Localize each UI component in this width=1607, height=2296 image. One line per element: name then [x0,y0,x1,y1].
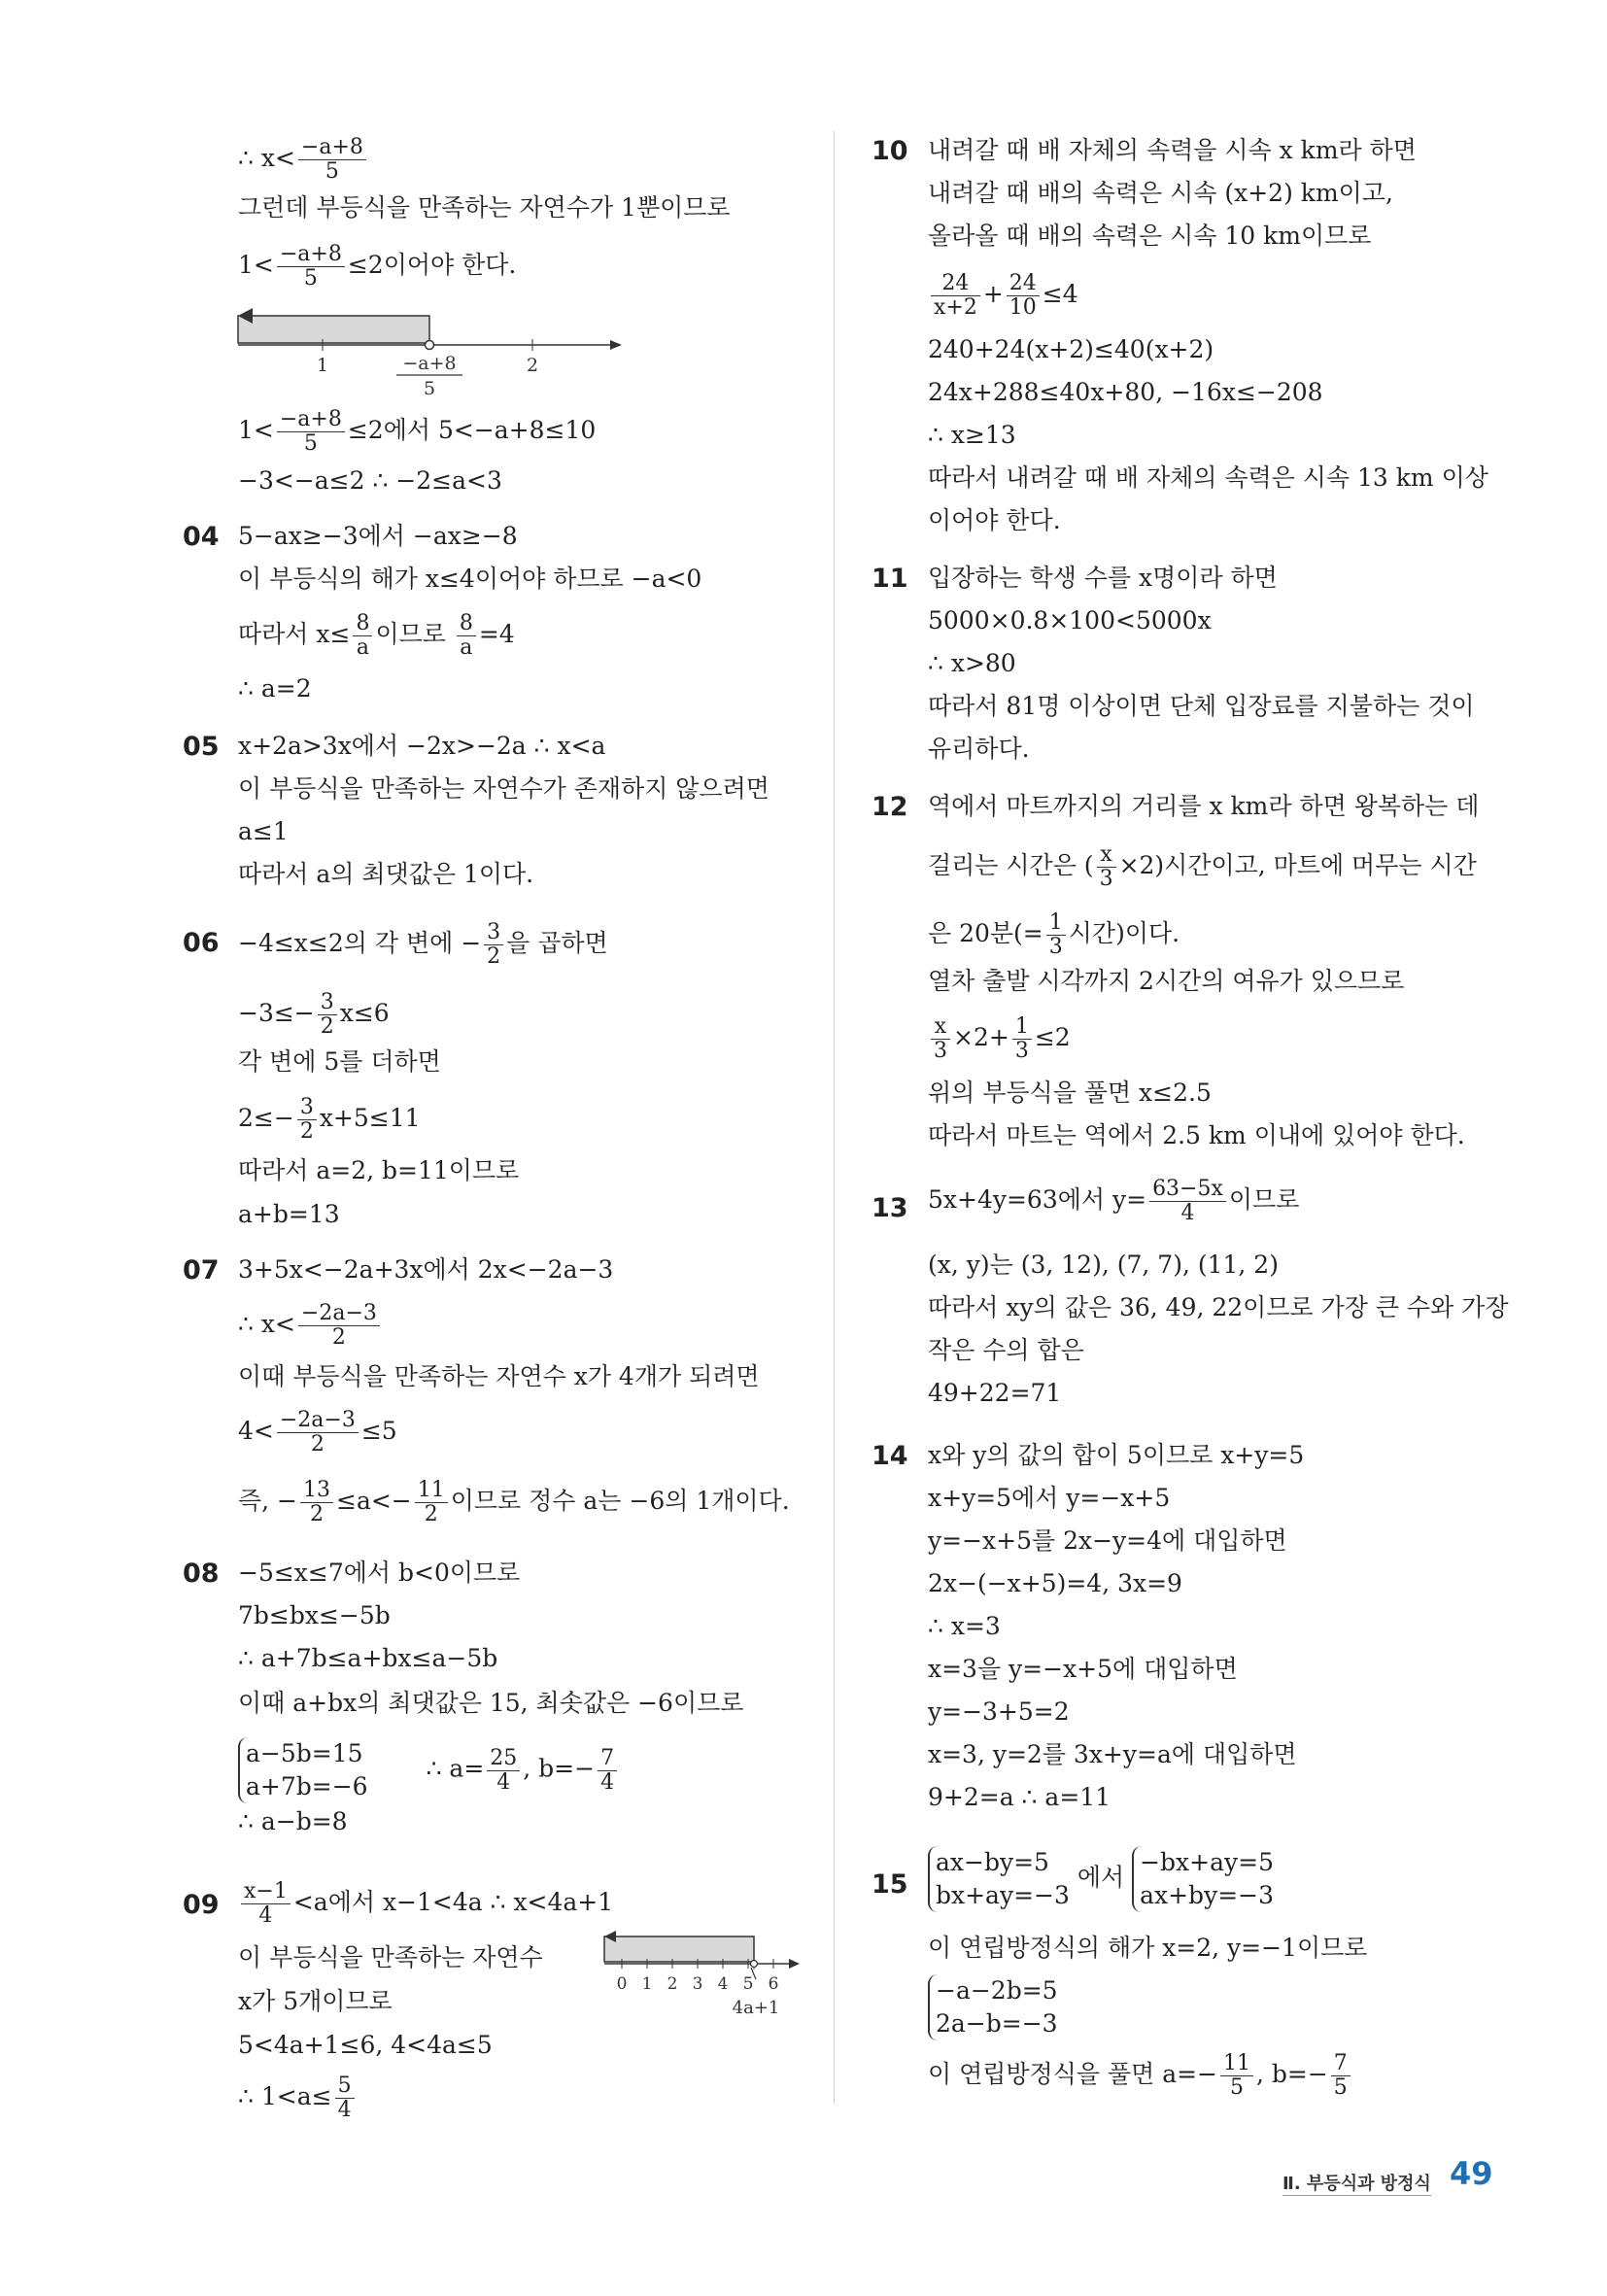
p15-line-4: 이 연립방정식을 풀면 a=− $\frac{11}{5}$ , b=− $\frac{7}{5}$ [928,2052,1353,2100]
p14-line-1: x와 y의 값의 합이 5이므로 x+y=5 [928,1441,1305,1469]
problem-number-09: 09 [183,1890,220,1920]
p09-line-3: x가 5개이므로 [238,1987,393,2015]
p12-line-5: $\frac{x}{3}$ ×2+ $\frac{1}{3}$ ≤2 [928,1015,1071,1063]
problem-number-15: 15 [872,1869,908,1900]
p11-line-1: 입장하는 학생 수를 x명이라 하면 [928,564,1278,592]
problem-number-05: 05 [183,732,220,762]
problem-number-14: 14 [872,1441,908,1471]
p12-line-1: 역에서 마트까지의 거리를 x km라 하면 왕복하는 데 [928,792,1480,820]
p05-line-1: x+2a>3x에서 −2x>−2a ∴ x<a [238,732,606,760]
right-arrow-icon [610,340,622,350]
p08-line-2: 7b≤bx≤−5b [238,1601,391,1629]
p08-line-1: −5≤x≤7에서 b<0이므로 [238,1559,521,1587]
p06-line-6: a+b=13 [238,1200,340,1228]
bound-label: 4a+1 [732,1998,780,2018]
p15-line-3 [928,1974,1058,2040]
cont-line-2: 그런데 부등식을 만족하는 자연수가 1뿐이므로 [238,193,731,222]
p12-line-2: 걸리는 시간은 ( $\frac{x}{3}$ ×2)시간이고, 마트에 머무는 시간 [928,842,1477,891]
p15-line-1: ax−by=5 bx+ay=−3 에서 −bx+ay=5 ax+by=−3 [928,1846,1274,1912]
tick-label-2: 2 [667,1974,678,1994]
p11-line-3: ∴ x>80 [928,649,1016,677]
p10-line-4: $\frac{24}{x+2}$ + $\frac{24}{10}$ ≤4 [928,272,1078,320]
tick-label-0: 0 [616,1974,628,1994]
p14-line-9: 9+2=a ∴ a=11 [928,1783,1111,1811]
tick-label-4: 4 [717,1974,729,1994]
p06-line-4: 2≤− $\frac{3}{2}$ x+5≤11 [238,1095,421,1144]
p06-line-3: 각 변에 5를 더하면 [238,1047,441,1076]
open-point [751,1961,758,1968]
p07-line-5: 즉, − $\frac{13}{2}$ ≤a<− $\frac{11}{2}$ 이므로 정수 a는 −6의 1개이다. [238,1478,790,1526]
p10-line-8: 따라서 내려갈 때 배 자체의 속력은 시속 13 km 이상 [928,463,1488,492]
p04-line-3: 따라서 x≤ $\frac{8}{a}$ 이므로 $\frac{8}{a}$ =4 [238,611,515,660]
p14-line-7: y=−3+5=2 [928,1697,1070,1726]
cont-line-1: ∴ x< $\frac{-a+8}{5}$ [238,136,369,184]
p14-line-5: ∴ x=3 [928,1612,1001,1640]
p11-line-5: 유리하다. [928,735,1030,763]
page-number: 49 [1450,2155,1493,2192]
p09-line-2: 이 부등식을 만족하는 자연수 [238,1943,543,1971]
p14-line-4: 2x−(−x+5)=4, 3x=9 [928,1569,1182,1597]
p08-line-6: ∴ a−b=8 [238,1807,348,1835]
p10-line-3: 올라올 때 배의 속력은 시속 10 km이므로 [928,222,1372,250]
p13-line-5: 49+22=71 [928,1379,1062,1407]
p07-line-2: ∴ x< $\frac{-2a-3}{2}$ [238,1302,383,1350]
p07-line-3: 이때 부등식을 만족하는 자연수 x가 4개가 되려면 [238,1362,760,1390]
p04-line-2: 이 부등식의 해가 x≤4이어야 하므로 −a<0 [238,565,702,593]
p14-line-2: x+y=5에서 y=−x+5 [928,1484,1171,1512]
p14-line-6: x=3을 y=−x+5에 대입하면 [928,1655,1238,1683]
problem-number-06: 06 [183,928,220,958]
column-divider [834,131,835,2104]
p12-line-7: 따라서 마트는 역에서 2.5 km 이내에 있어야 한다. [928,1121,1465,1149]
problem-number-07: 07 [183,1255,220,1285]
problem-number-13: 13 [872,1193,908,1223]
p07-line-1: 3+5x<−2a+3x에서 2x<−2a−3 [238,1255,614,1284]
problem-number-04: 04 [183,522,220,552]
open-point [426,341,434,350]
p09-line-4: 5<4a+1≤6, 4<4a≤5 [238,2031,493,2059]
cont-line-5: −3<−a≤2 ∴ −2≤a<3 [238,466,502,495]
number-line-03 [233,306,632,403]
p06-line-2: −3≤− $\frac{3}{2}$ x≤6 [238,990,390,1039]
shaded-region [604,1936,754,1962]
mark-denominator: 5 [423,378,436,399]
p10-line-5: 240+24(x+2)≤40(x+2) [928,335,1214,363]
p10-line-9: 이어야 한다. [928,506,1061,534]
p05-line-4: 따라서 a의 최댓값은 1이다. [238,860,534,888]
p05-line-2: 이 부등식을 만족하는 자연수가 존재하지 않으려면 [238,774,769,803]
p14-line-8: x=3, y=2를 3x+y=a에 대입하면 [928,1740,1297,1768]
tick-label-2: 2 [526,355,539,376]
p12-line-6: 위의 부등식을 풀면 x≤2.5 [928,1079,1212,1107]
problem-number-11: 11 [872,564,908,594]
tick-label-1: 1 [316,355,329,376]
p06-line-1: −4≤x≤2의 각 변에 − $\frac{3}{2}$ 을 곱하면 [238,920,608,969]
tick-label-6: 6 [768,1974,779,1994]
shaded-region [238,316,429,343]
tick-label-3: 3 [692,1974,703,1994]
p13-line-3: 따라서 xy의 값은 36, 49, 22이므로 가장 큰 수와 가장 [928,1293,1509,1321]
number-line-09 [600,1929,804,2026]
p09-line-1: $\frac{x-1}{4}$ <a에서 x−1<4a ∴ x<4a+1 [238,1880,613,1928]
p04-line-4: ∴ a=2 [238,674,312,703]
p12-line-4: 열차 출발 시각까지 2시간의 여유가 있으므로 [928,967,1405,995]
p10-line-1: 내려갈 때 배 자체의 속력을 시속 x km라 하면 [928,136,1417,164]
chapter-title: Ⅱ. 부등식과 방정식 [1282,2170,1431,2196]
p15-line-2: 이 연립방정식의 해가 x=2, y=−1이므로 [928,1934,1368,1962]
cont-line-4: 1< $\frac{-a+8}{5}$ ≤2에서 5<−a+8≤10 [238,407,597,456]
problem-number-08: 08 [183,1559,220,1589]
mark-numerator: −a+8 [402,353,457,374]
p08-line-3: ∴ a+7b≤a+bx≤a−5b [238,1644,498,1672]
p11-line-2: 5000×0.8×100<5000x [928,606,1212,634]
p05-line-3: a≤1 [238,817,289,845]
p08-line-5: a−5b=15 a+7b=−6∴ a= $\frac{25}{4}$ , b=− $\frac{7}{4}$ [238,1737,620,1803]
system-of-equations: a−5b=15 a+7b=−6 [238,1737,368,1803]
p13-line-4: 작은 수의 합은 [928,1336,1084,1364]
p09-line-5: ∴ 1<a≤ $\frac{5}{4}$ [238,2074,358,2122]
p08-line-4: 이때 a+bx의 최댓값은 15, 최솟값은 −6이므로 [238,1689,744,1717]
p13-line-1: 5x+4y=63에서 y= $\frac{63-5x}{4}$ 이므로 [928,1177,1300,1225]
p06-line-5: 따라서 a=2, b=11이므로 [238,1156,520,1184]
p07-line-4: 4< $\frac{-2a-3}{2}$ ≤5 [238,1408,397,1456]
system-original: ax−by=5 bx+ay=−3 [928,1846,1070,1912]
p13-line-2: (x, y)는 (3, 12), (7, 7), (11, 2) [928,1251,1279,1279]
p10-line-6: 24x+288≤40x+80, −16x≤−208 [928,378,1323,406]
p04-line-1: 5−ax≥−3에서 −ax≥−8 [238,522,518,550]
tick-label-1: 1 [641,1974,653,1994]
problem-number-10: 10 [872,136,908,166]
cont-line-3: 1< $\frac{-a+8}{5}$ ≤2이어야 한다. [238,242,517,291]
system-substituted: −a−2b=5 2a−b=−3 [928,1974,1058,2040]
p10-line-2: 내려갈 때 배의 속력은 시속 (x+2) km이고, [928,179,1393,207]
p12-line-3: 은 20분(= $\frac{1}{3}$ 시간)이다. [928,910,1180,959]
tick-label-5: 5 [742,1974,754,1994]
p14-line-3: y=−x+5를 2x−y=4에 대입하면 [928,1526,1287,1555]
right-arrow-icon [789,1959,800,1969]
system-swapped: −bx+ay=5 ax+by=−3 [1132,1846,1274,1912]
p11-line-4: 따라서 81명 이상이면 단체 입장료를 지불하는 것이 [928,692,1475,720]
p10-line-7: ∴ x≥13 [928,421,1016,449]
problem-number-12: 12 [872,792,908,822]
